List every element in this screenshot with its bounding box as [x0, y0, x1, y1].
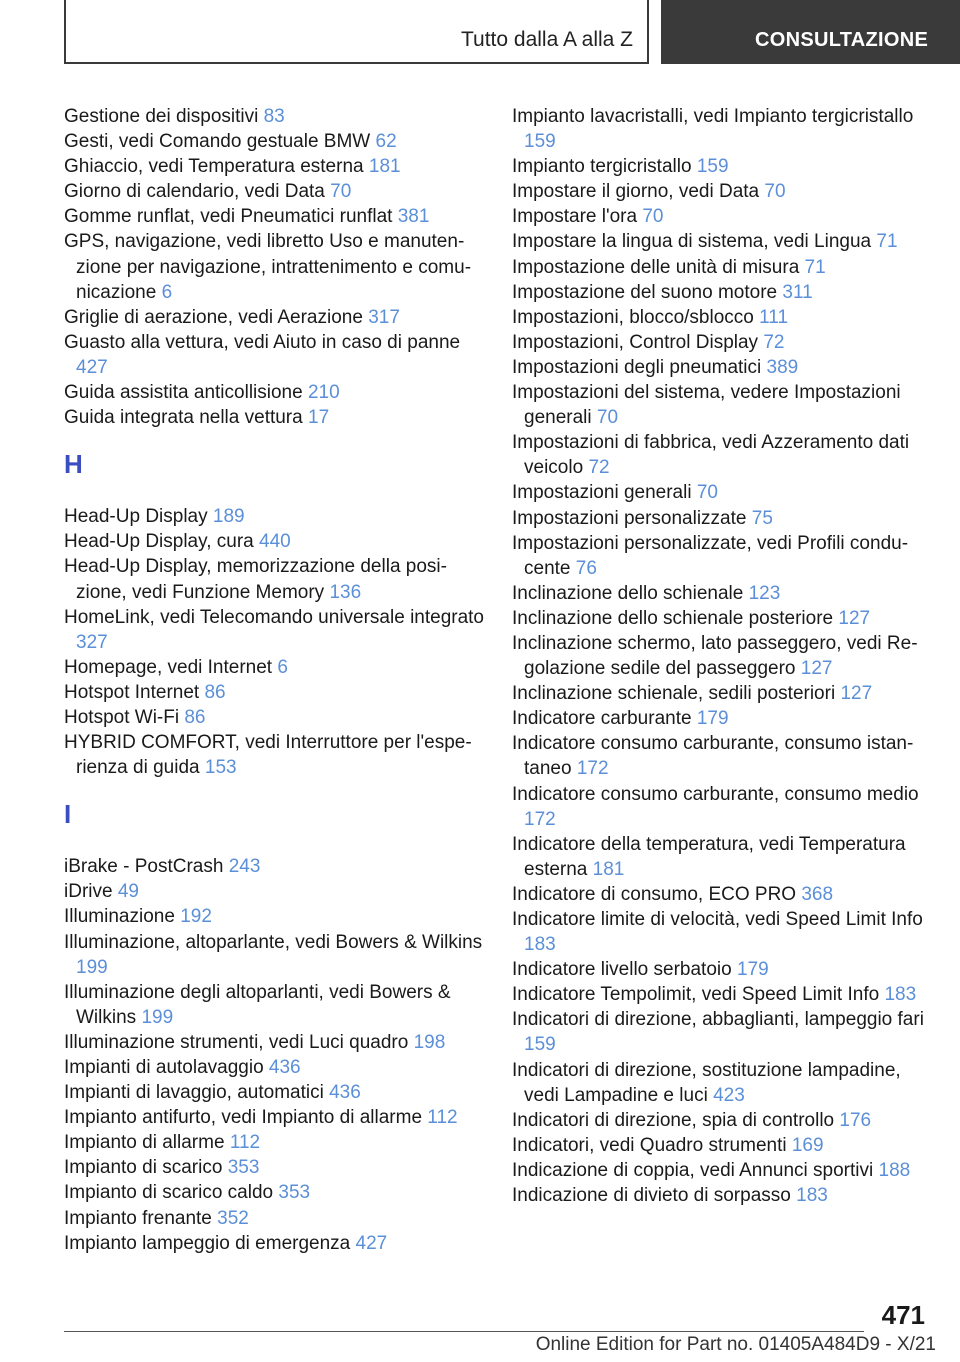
index-entry-page-link[interactable]: 317 — [368, 306, 400, 328]
index-entry-text: Impianti di lavaggio, automatici — [64, 1082, 324, 1104]
index-entry-text: GPS, navigazione, vedi libretto Uso e manutenzione per navigazione, intrattenimento e comunicazione — [64, 231, 472, 303]
index-entry — [512, 982, 932, 1007]
index-entry-page-link[interactable]: 72 — [763, 331, 785, 353]
index-entry-text: Gomme runflat, vedi Pneumatici runflat — [64, 206, 393, 228]
index-entry — [512, 731, 932, 781]
index-entry — [64, 504, 484, 529]
header-section-title: CONSULTAZIONE — [755, 29, 929, 51]
index-entry-page-link[interactable]: 389 — [766, 356, 799, 378]
index-entry-page-link[interactable]: 83 — [263, 106, 285, 127]
index-entry-text: Gestione dei dispositivi — [64, 106, 259, 127]
index-entry-page-link[interactable]: 127 — [838, 607, 871, 629]
index-entry-page-link[interactable]: 72 — [588, 457, 610, 479]
index-entry — [512, 706, 932, 731]
index-entry — [64, 1105, 484, 1130]
index-entry — [512, 280, 932, 305]
index-entry — [512, 104, 932, 154]
index-entry-page-link[interactable]: 311 — [782, 281, 813, 303]
index-entry — [512, 179, 932, 204]
index-entry-page-link[interactable]: 169 — [791, 1134, 824, 1156]
index-entry — [64, 605, 484, 655]
footer-edition: Online Edition for Part no. 01405A484D9 - X/21 — [535, 1334, 936, 1355]
index-entry — [512, 204, 932, 229]
index-entry-text: Indicazione di divieto di sorpasso — [512, 1185, 791, 1207]
index-entry — [64, 1180, 484, 1205]
index-entry-text: Impianto di allarme — [64, 1132, 225, 1154]
index-entry-page-link[interactable]: 176 — [839, 1109, 872, 1131]
index-entry-page-link[interactable]: 71 — [876, 231, 898, 253]
index-entry — [64, 705, 484, 730]
index-entry-text: Giorno di calendario, vedi Data — [64, 181, 325, 203]
index-entry-text: Impostazioni personalizzate — [512, 507, 747, 529]
index-entry-text: Indicatore consumo carburante, consumo medio — [512, 783, 919, 805]
index-entry-text: HomeLink, vedi Telecomando universale integrato — [64, 606, 485, 628]
index-entry — [512, 957, 932, 982]
index-entry — [64, 229, 484, 304]
index-entry — [64, 1030, 484, 1055]
index-entry-page-link[interactable]: 189 — [212, 506, 245, 528]
index-entry-text: Indicatore di consumo, ECO PRO — [512, 883, 797, 905]
index-letter-heading: I — [64, 799, 72, 830]
index-entry-text: iBrake - PostCrash — [64, 856, 224, 878]
index-entry — [512, 229, 932, 254]
index-entry-page-link[interactable]: 62 — [375, 131, 397, 153]
index-entry-text: Head-Up Display, memorizzazione della posizione, vedi Funzione Memory — [64, 556, 447, 603]
index-entry-page-link[interactable]: 70 — [642, 206, 664, 228]
index-entry-page-link[interactable]: 153 — [204, 757, 237, 779]
index-entry-text: Inclinazione dello schienale posteriore — [512, 607, 834, 629]
index-entry — [512, 1058, 932, 1108]
index-entry-page-link[interactable]: 70 — [696, 482, 718, 504]
index-entry-page-link[interactable]: 86 — [184, 706, 206, 728]
index-entry-page-link[interactable]: 123 — [748, 582, 781, 604]
index-entry-text: Impostazioni, blocco/sblocco — [512, 306, 754, 328]
index-entry-page-link[interactable]: 353 — [227, 1157, 260, 1179]
index-entry-text: Inclinazione dello schienale — [512, 582, 744, 604]
index-entry-page-link[interactable]: 112 — [229, 1132, 261, 1154]
index-entry-page-link[interactable]: 198 — [413, 1031, 446, 1053]
index-entry — [512, 255, 932, 280]
index-entry-text: Ghiaccio, vedi Temperatura esterna — [64, 156, 364, 178]
index-entry-page-link[interactable]: 243 — [228, 856, 261, 878]
index-column-left — [64, 104, 484, 1256]
index-entry — [512, 480, 932, 505]
index-entry — [64, 1155, 484, 1180]
index-entry-text: Illuminazione, altoparlante, vedi Bowers & Wilkins — [64, 931, 483, 953]
index-entry — [512, 380, 932, 430]
index-entry-text: Impostare il giorno, vedi Data — [512, 181, 760, 203]
index-entry-text: Impostazioni del sistema, vedere Impostazioni generali — [512, 382, 901, 429]
index-entry-text: Illuminazione — [64, 906, 175, 928]
index-entry-page-link[interactable]: 71 — [804, 256, 826, 278]
index-entry-text: Indicatore carburante — [512, 708, 692, 730]
page-number: 471 — [881, 1300, 925, 1330]
index-entry-page-link[interactable]: 70 — [330, 181, 352, 203]
index-entry — [64, 305, 484, 330]
index-entry-page-link[interactable]: 427 — [355, 1232, 388, 1254]
index-entry-text: Impostazioni generali — [512, 482, 692, 504]
index-entry-page-link[interactable]: 70 — [596, 407, 619, 429]
index-entry-text: Indicatori, vedi Quadro strumenti — [512, 1134, 787, 1156]
index-entry-page-link[interactable]: 6 — [161, 281, 173, 303]
index-entry-page-link[interactable]: 368 — [801, 883, 834, 905]
index-entry-text: Indicatore della temperatura, vedi Temperatura esterna — [512, 833, 906, 880]
index-entry-text: Illuminazione strumenti, vedi Luci quadro — [64, 1031, 409, 1053]
index-entry-page-link[interactable]: 127 — [800, 658, 833, 680]
index-entry-text: Guasto alla vettura, vedi Aiuto in caso di panne — [64, 331, 461, 353]
index-entry — [64, 554, 484, 604]
index-entry — [512, 907, 932, 957]
index-entry — [64, 1080, 484, 1105]
index-entry — [64, 104, 484, 129]
index-entry — [64, 930, 484, 980]
index-entry-text: Indicatori di direzione, abbaglianti, lampeggio fari — [512, 1009, 924, 1031]
index-entry-text: Impostazioni degli pneumatici — [512, 356, 762, 378]
index-entry-page-link[interactable]: 423 — [713, 1084, 745, 1106]
index-entry-text: Impostazioni personalizzate, vedi Profili conducente — [512, 532, 909, 579]
index-entry — [64, 129, 484, 154]
index-entry-page-link[interactable]: 183 — [796, 1185, 828, 1207]
index-entry — [64, 1130, 484, 1155]
index-entry-text: Indicatore limite di velocità, vedi Speed Limit Info — [512, 909, 923, 930]
index-entry — [64, 1055, 484, 1080]
index-entry-page-link[interactable]: 192 — [180, 906, 212, 928]
index-entry-text: Head-Up Display — [64, 506, 208, 528]
index-entry — [64, 730, 484, 780]
index-entry-text: Indicatori di direzione, spia di controllo — [512, 1109, 835, 1131]
index-entry-text: Impianto lavacristalli, vedi Impianto tergicristallo — [512, 106, 914, 127]
header-section-tab — [661, 0, 960, 64]
index-entry-page-link[interactable]: 440 — [259, 531, 291, 553]
index-entry — [512, 606, 932, 631]
index-entry — [64, 879, 484, 904]
index-entry-page-link[interactable]: 70 — [764, 181, 786, 203]
index-entry — [512, 154, 932, 179]
index-entry-page-link[interactable]: 159 — [696, 156, 729, 178]
index-entry-page-link[interactable]: 159 — [524, 131, 556, 153]
index-entry-page-link[interactable]: 199 — [76, 956, 108, 978]
index-entry — [64, 980, 484, 1030]
index-entry-page-link[interactable]: 6 — [277, 656, 288, 678]
index-entry-page-link[interactable]: 436 — [268, 1057, 301, 1078]
index-entry-page-link[interactable]: 179 — [696, 708, 729, 730]
index-entry-text: Griglie di aerazione, vedi Aerazione — [64, 306, 363, 328]
index-entry-text: Indicatore Tempolimit, vedi Speed Limit Info — [512, 984, 880, 1006]
index-entry-page-link[interactable]: 353 — [278, 1182, 311, 1204]
index-entry-page-link[interactable]: 181 — [592, 858, 625, 880]
index-entry-text: Impianto tergicristallo — [512, 156, 692, 178]
index-entry-page-link[interactable]: 183 — [524, 934, 556, 956]
footer-divider — [64, 1331, 864, 1332]
index-entry-page-link[interactable]: 352 — [217, 1207, 249, 1229]
index-entry-text: Guida integrata nella vettura — [64, 407, 303, 429]
index-entry — [64, 1206, 484, 1231]
index-entry — [512, 1183, 932, 1208]
index-entry-text: Impostazione delle unità di misura — [512, 256, 800, 278]
index-entry — [64, 1231, 484, 1256]
index-entry-page-link[interactable]: 136 — [329, 581, 362, 603]
index-entry-text: Head-Up Display, cura — [64, 531, 254, 553]
index-entry-page-link[interactable]: 17 — [308, 407, 330, 429]
index-entry-page-link[interactable]: 183 — [884, 984, 917, 1006]
index-entry-text: Guida assistita anticollisione — [64, 382, 303, 404]
index-entry-page-link[interactable]: 172 — [524, 808, 556, 830]
index-entry-page-link[interactable]: 49 — [117, 881, 139, 903]
index-entry-text: Impianto antifurto, vedi Impianto di allarme — [64, 1107, 423, 1129]
index-entry-page-link[interactable]: 127 — [840, 683, 873, 705]
index-entry-page-link[interactable]: 76 — [575, 557, 597, 579]
index-entry — [512, 531, 932, 581]
index-entry-text: Impostazioni, Control Display — [512, 331, 759, 353]
index-entry — [512, 581, 932, 606]
header-breadcrumb: Tutto dalla A alla Z — [461, 28, 633, 51]
index-entry — [64, 680, 484, 705]
index-entry-page-link[interactable]: 381 — [397, 206, 430, 228]
index-entry — [512, 882, 932, 907]
index-entry — [64, 405, 484, 430]
index-entry-text: Impostazione del suono motore — [512, 281, 778, 303]
index-entry-text: Illuminazione degli altoparlanti, vedi Bowers & Wilkins — [64, 981, 451, 1028]
index-entry-text: Indicatori di direzione, sostituzione lampadine, vedi Lampadine e luci — [512, 1059, 901, 1106]
index-entry-page-link[interactable]: 159 — [524, 1034, 556, 1056]
index-entry — [512, 430, 932, 480]
index-entry — [64, 904, 484, 929]
index-entry-text: Inclinazione schermo, lato passeggero, vedi Regolazione sedile del passeggero — [512, 632, 918, 680]
index-entry-text: Hotspot Wi-Fi — [64, 706, 180, 728]
index-entry — [64, 655, 484, 680]
index-entry — [64, 854, 484, 879]
index-entry-page-link[interactable]: 172 — [576, 758, 609, 780]
index-entry-text: Inclinazione schienale, sedili posteriori — [512, 683, 836, 705]
index-entry — [512, 832, 932, 882]
index-entry-page-link[interactable]: 199 — [141, 1006, 174, 1028]
index-entry — [512, 681, 932, 706]
index-entry — [512, 782, 932, 832]
index-entry — [64, 179, 484, 204]
index-entry — [512, 1133, 932, 1158]
index-entry — [512, 330, 932, 355]
index-entry-page-link[interactable]: 181 — [368, 156, 401, 178]
index-entry — [512, 355, 932, 380]
index-entry — [64, 204, 484, 229]
index-entry — [512, 506, 932, 531]
index-entry-text: Hotspot Internet — [64, 681, 200, 703]
index-entry — [512, 631, 932, 681]
index-entry-text: Indicatore consumo carburante, consumo istantaneo — [512, 733, 914, 780]
index-entry-text: iDrive — [64, 881, 113, 903]
index-entry-page-link[interactable]: 427 — [76, 356, 108, 378]
index-entry-text: Impostazioni di fabbrica, vedi Azzeramento dati veicolo — [512, 432, 910, 479]
index-column-right — [512, 104, 932, 1208]
index-entry-page-link[interactable]: 327 — [76, 631, 108, 653]
index-entry-text: Impostare la lingua di sistema, vedi Lingua — [512, 231, 872, 253]
header-breadcrumb-box — [64, 0, 649, 64]
index-entry — [64, 330, 484, 380]
index-entry-text: Gesti, vedi Comando gestuale BMW — [64, 131, 371, 153]
index-entry — [64, 529, 484, 554]
index-entry — [512, 305, 932, 330]
index-entry-page-link[interactable]: 111 — [759, 306, 789, 328]
index-entry-text: Impianti di autolavaggio — [64, 1057, 264, 1078]
index-entry — [512, 1158, 932, 1183]
index-entry — [64, 154, 484, 179]
index-entry-text: Homepage, vedi Internet — [64, 656, 273, 678]
index-entry — [512, 1007, 932, 1057]
index-entry-page-link[interactable]: 188 — [878, 1159, 911, 1181]
index-entry-page-link[interactable]: 86 — [204, 681, 226, 703]
index-entry-page-link[interactable]: 436 — [329, 1082, 361, 1104]
index-entry-page-link[interactable]: 179 — [736, 959, 769, 981]
index-entry-text: Indicazione di coppia, vedi Annunci sportivi — [512, 1159, 874, 1181]
index-entry-text: Indicatore livello serbatoio — [512, 959, 732, 981]
index-entry-text: Impianto di scarico caldo — [64, 1182, 274, 1204]
index-letter-heading: H — [64, 449, 83, 480]
index-entry-text: Impostare l'ora — [512, 206, 638, 228]
index-entry-page-link[interactable]: 75 — [751, 507, 773, 529]
index-entry-text: Impianto lampeggio di emergenza — [64, 1232, 351, 1254]
index-entry-page-link[interactable]: 210 — [307, 382, 340, 404]
index-entry-text: Impianto frenante — [64, 1207, 212, 1229]
index-entry — [64, 380, 484, 405]
index-entry-text: HYBRID COMFORT, vedi Interruttore per l'esperienza di guida — [64, 732, 472, 779]
index-entry — [512, 1108, 932, 1133]
index-entry-page-link[interactable]: 112 — [427, 1107, 458, 1129]
index-entry-text: Impianto di scarico — [64, 1157, 223, 1179]
